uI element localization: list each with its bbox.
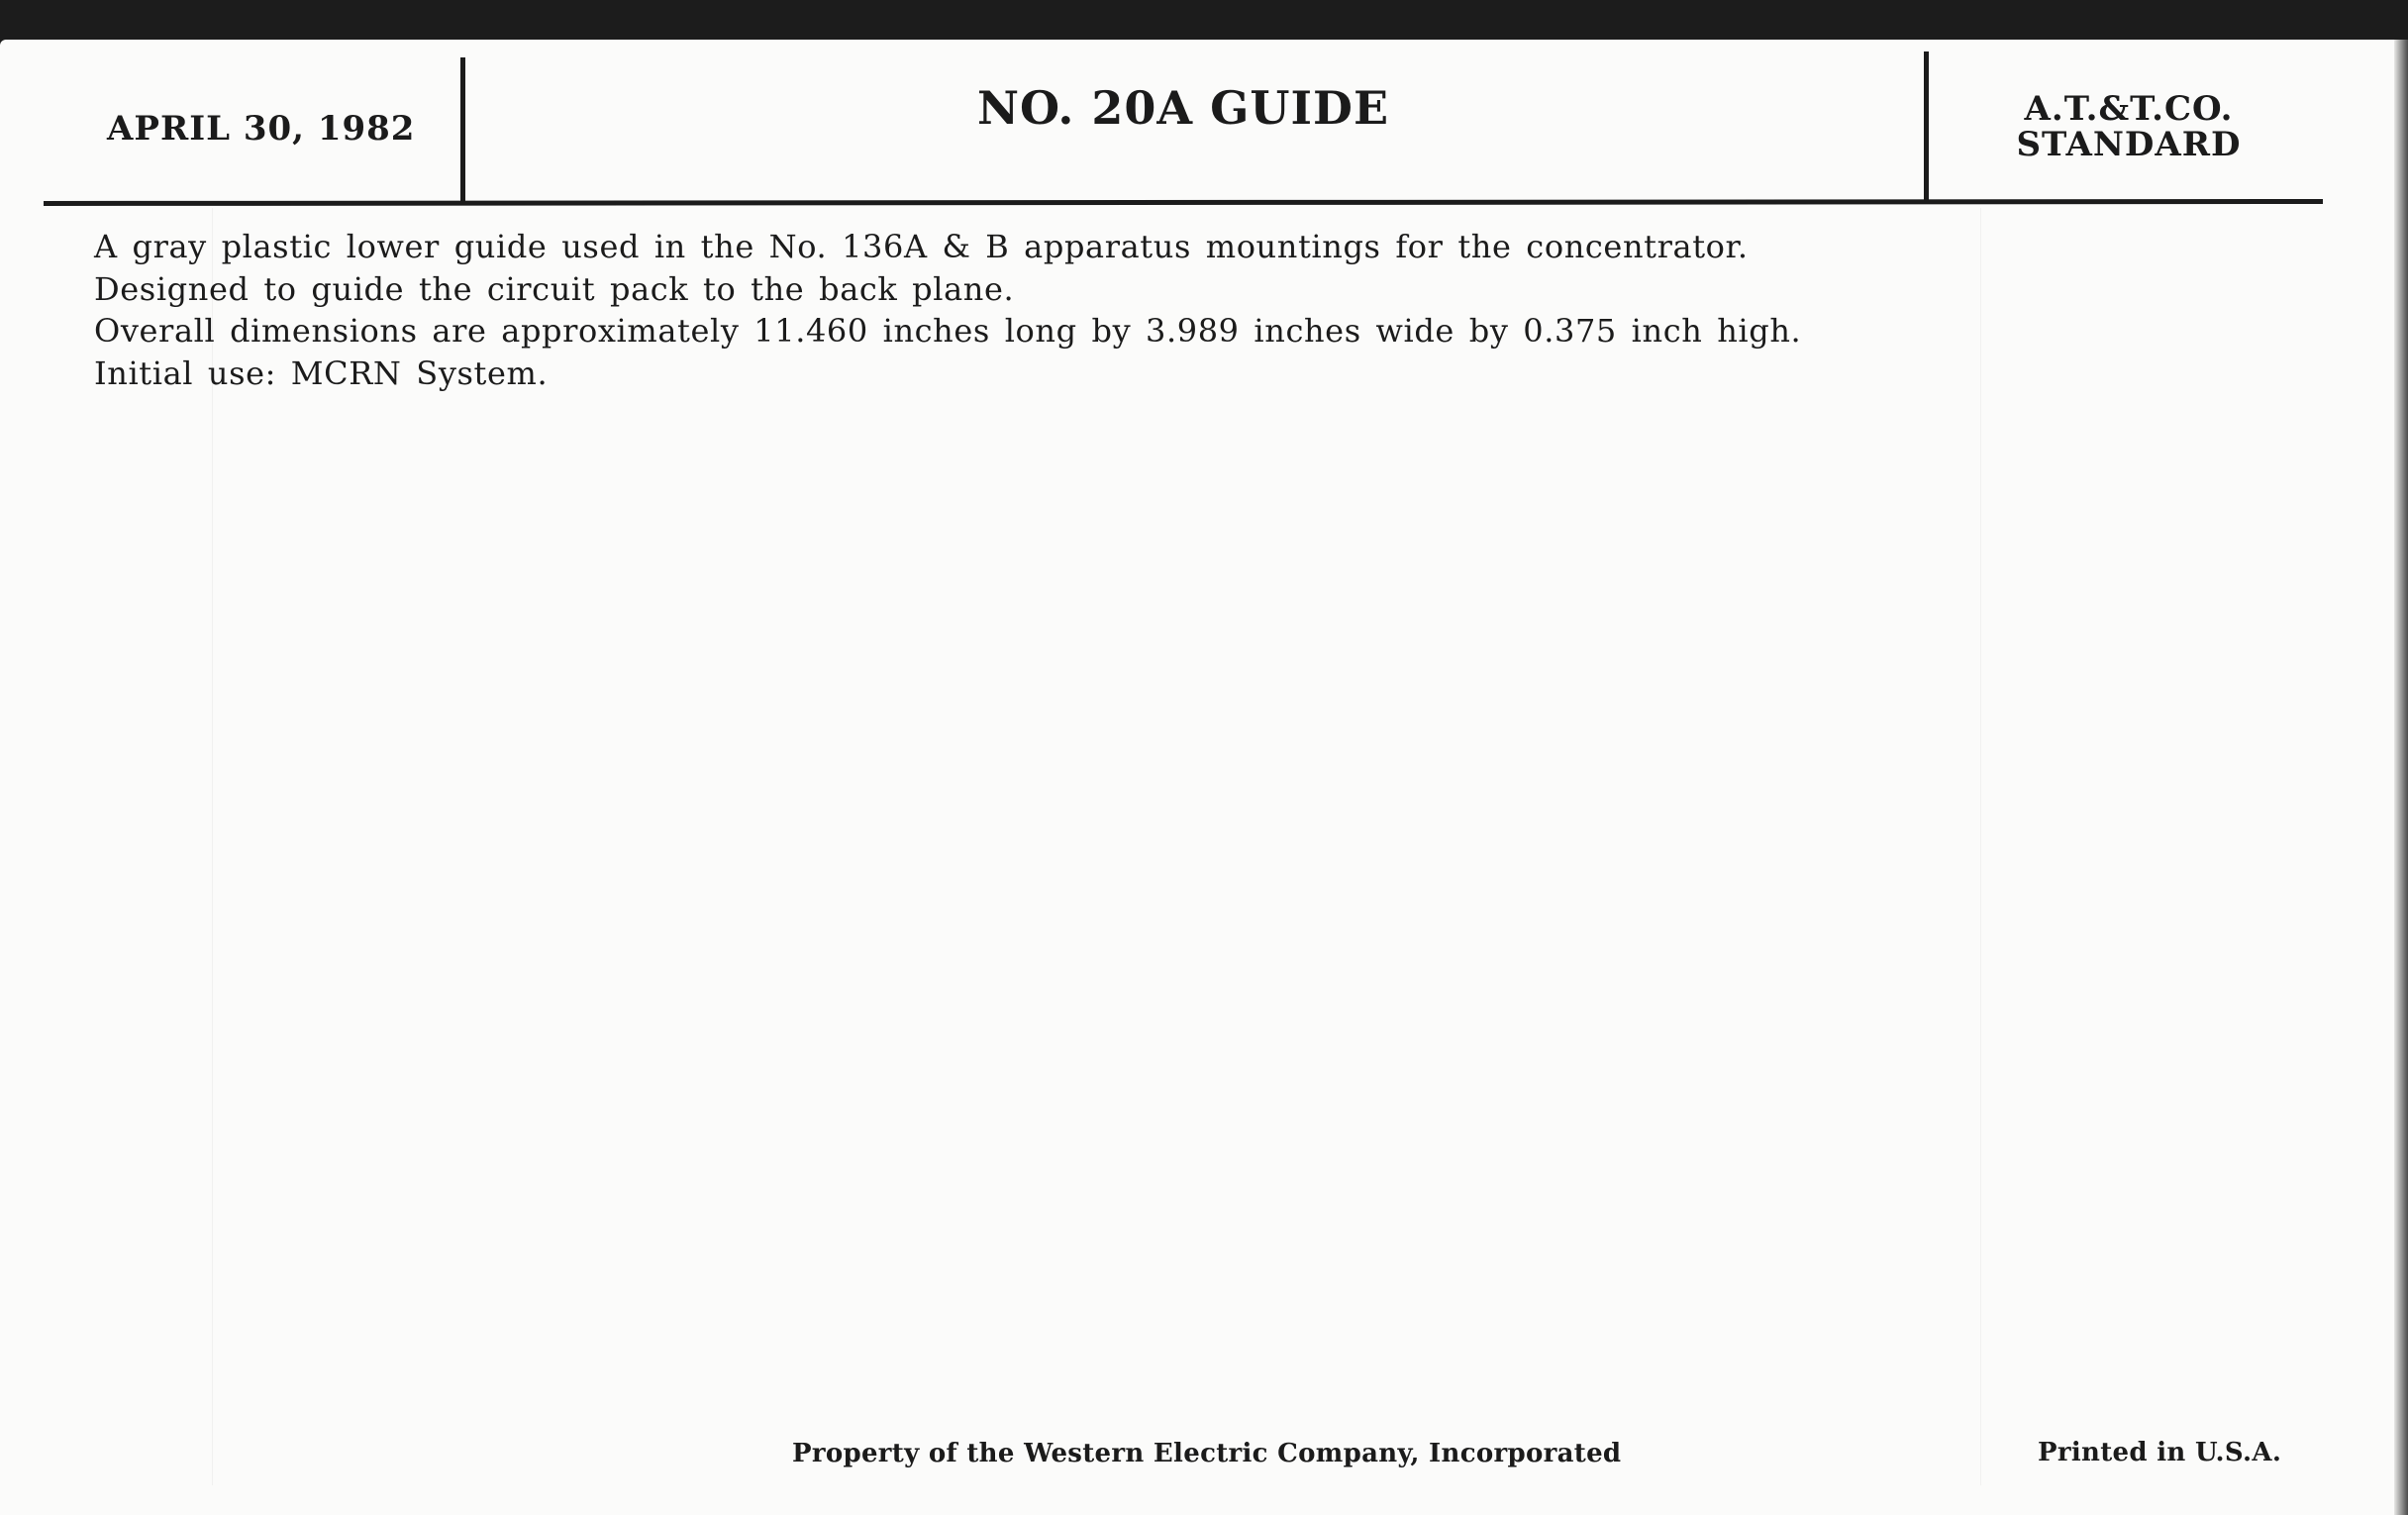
property-notice: Property of the Western Electric Company, Incorporated xyxy=(792,1439,1622,1468)
header-divider-right xyxy=(1924,51,1929,200)
document-title: NO. 20A GUIDE xyxy=(976,81,1390,135)
document-date: APRIL 30, 1982 xyxy=(107,109,416,149)
printed-notice: Printed in U.S.A. xyxy=(2038,1438,2282,1467)
description-line: Overall dimensions are approximately 11.460 inches long by 3.989 inches wide by 0.375 inch high. xyxy=(94,312,1802,350)
standard-label-line1: A.T.&T.CO. xyxy=(2024,89,2234,129)
standard-label xyxy=(1931,91,2327,162)
standard-label-line2: STANDARD xyxy=(2016,125,2242,164)
faint-guide-line xyxy=(1980,208,1981,1485)
description-line: Initial use: MCRN System. xyxy=(94,354,549,392)
description-line: Designed to guide the circuit pack to the back plane. xyxy=(94,269,1015,308)
faint-guide-line xyxy=(212,208,213,1485)
card-edge-shadow xyxy=(2394,40,2408,1515)
description-text xyxy=(94,226,1801,394)
description-line: A gray plastic lower guide used in the No. 136A & B apparatus mountings for the concentrator. xyxy=(94,228,1749,265)
